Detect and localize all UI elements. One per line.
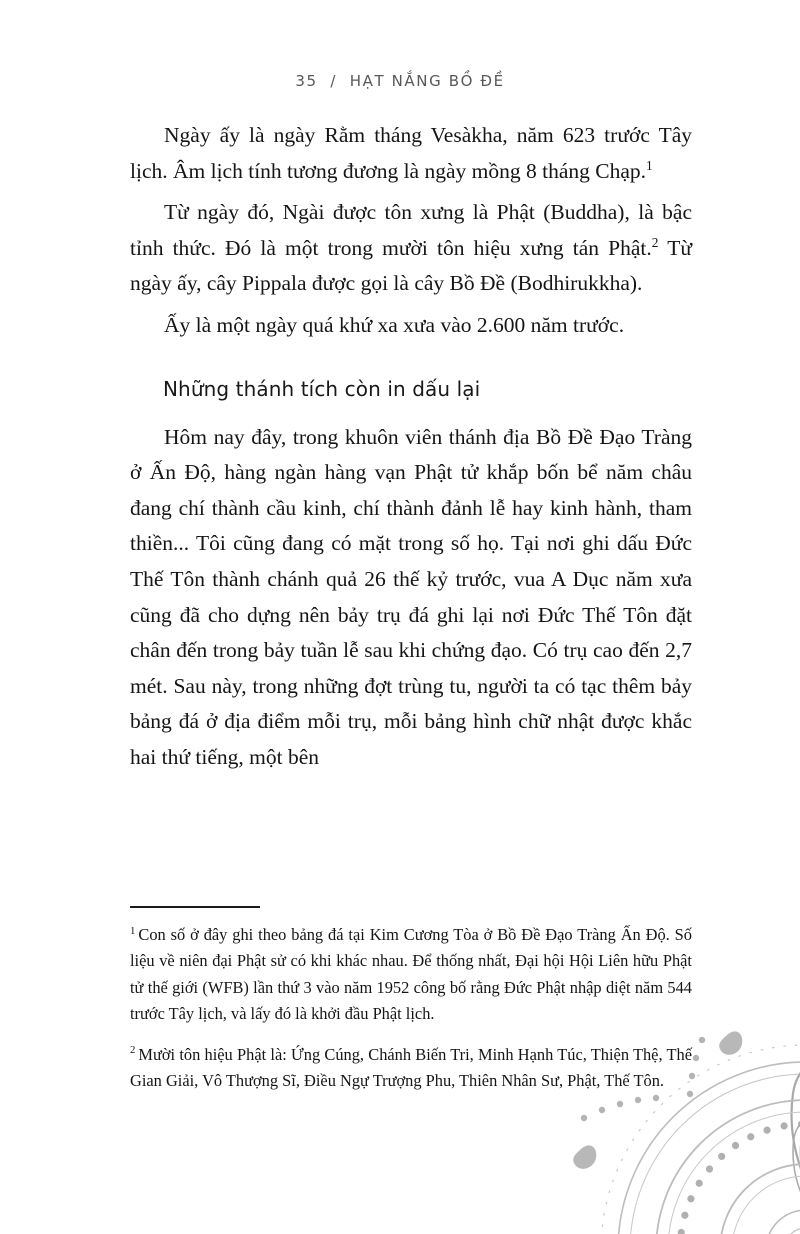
paragraph-3 (130, 308, 692, 344)
paragraph-2-text-after: Từ ngày ấy, cây Pippala được gọi là cây Bồ Đề (Bodhirukkha). (130, 235, 692, 296)
paragraph-2 (130, 195, 692, 302)
paragraph-2-text-before: Từ ngày đó, Ngài được tôn xưng là Phật (Buddha), là bậc tỉnh thức. Đó là một trong mười tôn hiệu xưng tán Phật. (130, 200, 692, 260)
footnote-2-number: 2 (130, 1044, 136, 1057)
paragraph-4 (130, 420, 692, 776)
footnote-1 (130, 922, 692, 1028)
footnote-1-text: Con số ở đây ghi theo bảng đá tại Kim Cương Tòa ở Bồ Đề Đạo Tràng Ấn Độ. Số liệu về niên đại Phật sử có khi khác nhau. Để thống nhất, Đại hội Hội Liên hữu Phật tử thế giới (WFB) lần thứ 3 vào năm 1952 công bố rằng Đức Phật nhập diệt năm 544 trước Tây lịch, và lấy đó là khởi đầu Phật lịch. (130, 925, 692, 1024)
paragraph-1-text: Ngày ấy là ngày Rằm tháng Vesàkha, năm 623 trước Tây lịch. Âm lịch tính tương đương là ngày mồng 8 tháng Chạp. (130, 123, 692, 183)
footnote-2 (130, 1042, 692, 1095)
paragraph-3-text: Ấy là một ngày quá khứ xa xưa vào 2.600 năm trước. (164, 312, 625, 337)
footnote-separator-rule (130, 906, 260, 908)
footnote-ref-1[interactable]: 1 (646, 157, 653, 173)
paragraph-1 (130, 118, 692, 189)
footnote-2-text: Mười tôn hiệu Phật là: Ứng Cúng, Chánh Biến Tri, Minh Hạnh Túc, Thiện Thệ, Thế Gian Giải, Vô Thượng Sĩ, Điều Ngự Trượng Phu, Thiên Nhân Sư, Phật, Thế Tôn. (130, 1044, 692, 1091)
section-heading: Những thánh tích còn in dấu lại (163, 376, 481, 401)
text-column (130, 118, 692, 776)
footnote-1-number: 1 (130, 924, 136, 937)
paragraph-4-text: Hôm nay đây, trong khuôn viên thánh địa Bồ Đề Đạo Tràng ở Ấn Độ, hàng ngàn hàng vạn Phật tử khắp bốn bể năm châu đang chí thành cầu kinh, chí thành đảnh lễ hay kinh hành, tham thiền... Tôi cũng đang có mặt trong số họ. Tại nơi ghi dấu Đức Thế Tôn thành chánh quả 26 thế kỷ trước, vua A Dục năm xưa cũng đã cho dựng nên bảy trụ đá ghi lại nơi Đức Thế Tôn đặt chân đến trong bảy tuần lễ sau khi chứng đạo. Có trụ cao đến 2,7 mét. Sau này, trong những đợt trùng tu, người ta có tạc thêm bảy bảng đá ở địa điểm mỗi trụ, mỗi bảng hình chữ nhật được khắc hai thứ tiếng, một bên (130, 424, 692, 769)
footnote-block (130, 906, 692, 1094)
running-header: 35 / HẠT NẮNG BỒ ĐỀ (295, 72, 505, 90)
footnote-ref-2[interactable]: 2 (651, 234, 659, 250)
